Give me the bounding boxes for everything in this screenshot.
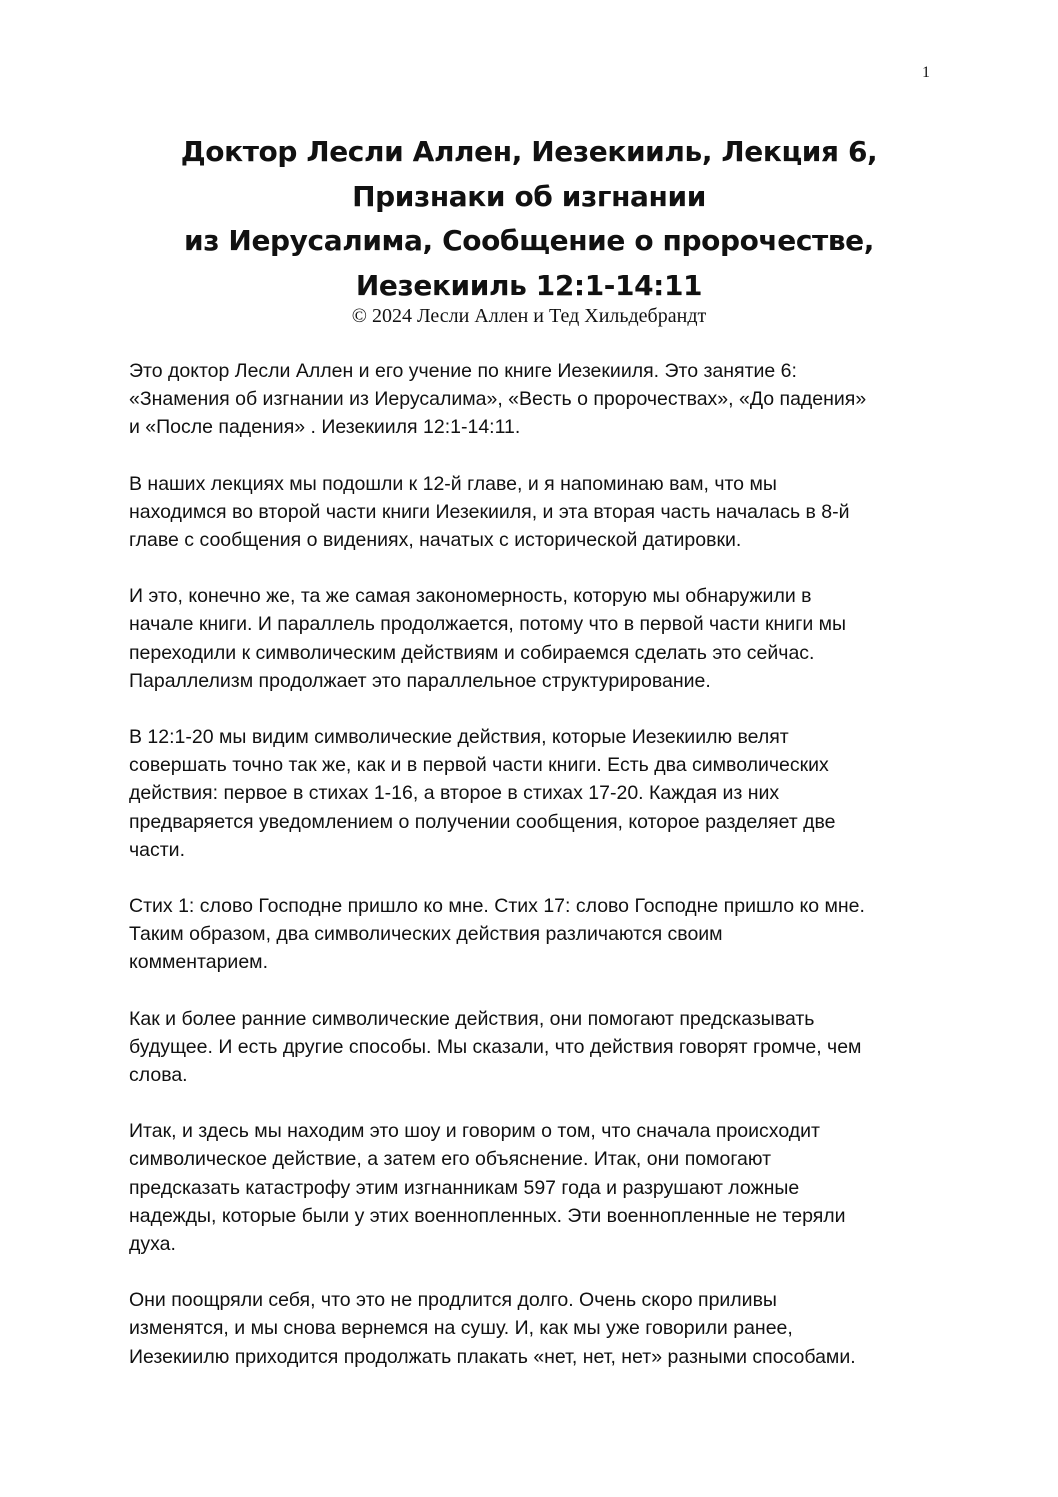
text-line: Таким образом, два символических действия различаются своим [129, 923, 723, 946]
text-line: изменятся, и мы снова вернемся на сушу. И, как мы уже говорили ранее, [129, 1317, 793, 1340]
text-line: действия: первое в стихах 1-16, а второе в стихах 17-20. Каждая из них [129, 782, 780, 805]
text-line: находимся во второй части книги Иезекииля, и эта вторая часть началась в 8-й [129, 500, 850, 523]
text-line: Иезекиилю приходится продолжать плакать «нет, нет, нет» разными способами. [129, 1345, 856, 1368]
text-line: части. [129, 838, 185, 861]
text-line: «Знамения об изгнании из Иерусалима», «Весть о пророчествах», «До падения» [129, 388, 867, 411]
text-line: главе с сообщения о видениях, начатых с исторической датировки. [129, 529, 742, 552]
title-line: из Иерусалима, Сообщение о пророчестве, [183, 224, 875, 257]
paragraph [129, 1117, 959, 1258]
paragraph [129, 357, 959, 442]
text-line: В 12:1-20 мы видим символические действия, которые Иезекиилю велят [129, 726, 789, 749]
body-text [129, 357, 959, 1399]
page-number: 1 [922, 64, 930, 81]
text-line: Итак, и здесь мы находим это шоу и говорим о том, что сначала происходит [129, 1120, 820, 1143]
text-line: духа. [129, 1233, 176, 1256]
text-line: начале книги. И параллель продолжается, потому что в первой части книги мы [129, 613, 847, 636]
text-line: Как и более ранние символические действия, они помогают предсказывать [129, 1007, 815, 1030]
title-line: Иезекииль 12:1-14:11 [355, 268, 703, 302]
paragraph [129, 582, 959, 695]
title-line: Доктор Лесли Аллен, Иезекииль, Лекция 6, [180, 135, 878, 168]
text-line: комментарием. [129, 951, 268, 974]
text-line: Параллелизм продолжает это параллельное структурирование. [129, 669, 711, 692]
paragraph [129, 1005, 959, 1090]
paragraph [129, 1286, 959, 1371]
text-line: символическое действие, а затем его объяснение. Итак, они помогают [129, 1148, 772, 1171]
paragraph [129, 723, 959, 864]
text-line: и «После падения» . Иезекииля 12:1-14:11. [129, 416, 521, 439]
paragraph [129, 470, 959, 555]
text-line: предваряется уведомлением о получении сообщения, которое разделяет две [129, 810, 836, 833]
text-line: надежды, которые были у этих военнопленных. Эти военнопленные не теряли [129, 1204, 846, 1227]
text-line: В наших лекциях мы подошли к 12-й главе, и я напоминаю вам, что мы [129, 472, 777, 495]
text-line: совершать точно так же, как и в первой части книги. Есть два символических [129, 754, 829, 777]
text-line: Они поощряли себя, что это не продлится долго. Очень скоро приливы [129, 1289, 777, 1312]
text-line: переходили к символическим действиям и собираемся сделать это сейчас. [129, 641, 815, 664]
text-line: будущее. И есть другие способы. Мы сказали, что действия говорят громче, чем [129, 1035, 862, 1058]
paragraph [129, 892, 959, 977]
text-line: Стих 1: слово Господне пришло ко мне. Стих 17: слово Господне пришло ко мне. [129, 895, 865, 918]
text-line: Это доктор Лесли Аллен и его учение по книге Иезекииля. Это занятие 6: [129, 360, 797, 382]
copyright-notice: © 2024 Лесли Аллен и Тед Хильдебрандт [351, 305, 707, 327]
document-title [100, 130, 958, 330]
text-line: слова. [129, 1064, 188, 1087]
title-line: Признаки об изгнании [352, 179, 706, 213]
text-line: предсказать катастрофу этим изгнанникам 597 года и разрушают ложные [129, 1176, 800, 1199]
text-line: И это, конечно же, та же самая закономерность, которую мы обнаружили в [129, 585, 812, 608]
